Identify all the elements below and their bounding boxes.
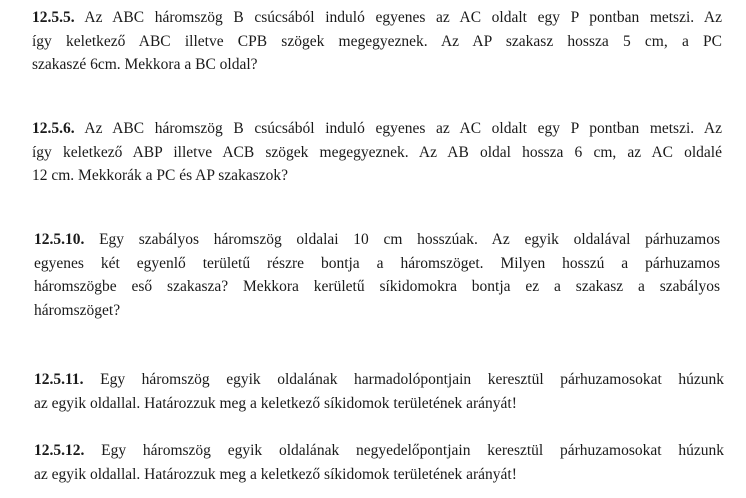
- problem-text: Egy szabályos háromszög oldalai 10 cm hosszúak. Az egyik oldalával párhuzamos: [84, 231, 720, 248]
- problem-12-5-6: [32, 117, 722, 188]
- problem-line: [34, 228, 720, 252]
- problem-text: Egy háromszög egyik oldalának negyedelőpontjain keresztül párhuzamosokat húzunk: [84, 442, 724, 459]
- problem-line: [34, 368, 724, 392]
- problem-text: Az ABC háromszög B csúcsából induló egyenes az AC oldalt egy P pontban metszi. Az: [74, 9, 722, 26]
- problem-12-5-11: [34, 368, 724, 415]
- problem-number: 12.5.11.: [34, 371, 84, 388]
- problem-12-5-10: [34, 228, 720, 322]
- problem-line: 12 cm. Mekkorák a PC és AP szakaszok?: [32, 167, 288, 184]
- problem-text: Egy háromszög egyik oldalának harmadolópontjain keresztül párhuzamosokat húzunk: [83, 371, 724, 388]
- problem-line: így keletkező ABC illetve CPB szögek megegyeznek. Az AP szakasz hossza 5 cm, a PC: [32, 32, 722, 50]
- problem-text: Az ABC háromszög B csúcsából induló egyenes az AC oldalt egy P pontban metszi. Az: [74, 120, 722, 137]
- problem-number: 12.5.10.: [34, 231, 85, 248]
- problem-line: így keletkező ABP illetve ACB szögek megegyeznek. Az AB oldal hossza 6 cm, az AC oldalé: [32, 143, 722, 161]
- problem-number: 12.5.6.: [32, 120, 75, 137]
- problem-number: 12.5.5.: [32, 9, 75, 26]
- problem-line: háromszögbe eső szakasza? Mekkora kerületű síkidomokra bontja ez a szakasz a szabályos: [34, 278, 720, 295]
- problem-12-5-12: [34, 439, 724, 486]
- problem-number: 12.5.12.: [34, 442, 85, 459]
- problem-line: egyenes két egyenlő területű részre bontja a háromszöget. Milyen hosszú a párhuzamos: [34, 254, 720, 272]
- problem-line: [34, 439, 724, 463]
- problem-12-5-5: [32, 6, 722, 77]
- problem-line: [32, 6, 722, 30]
- problem-line: [32, 117, 722, 141]
- problem-line: háromszöget?: [34, 301, 121, 319]
- problem-line: az egyik oldallal. Határozzuk meg a keletkező síkidomok területének arányát!: [34, 465, 517, 483]
- problem-line: az egyik oldallal. Határozzuk meg a keletkező síkidomok területének arányát!: [34, 394, 517, 412]
- problem-line: szakaszé 6cm. Mekkora a BC oldal?: [32, 56, 258, 73]
